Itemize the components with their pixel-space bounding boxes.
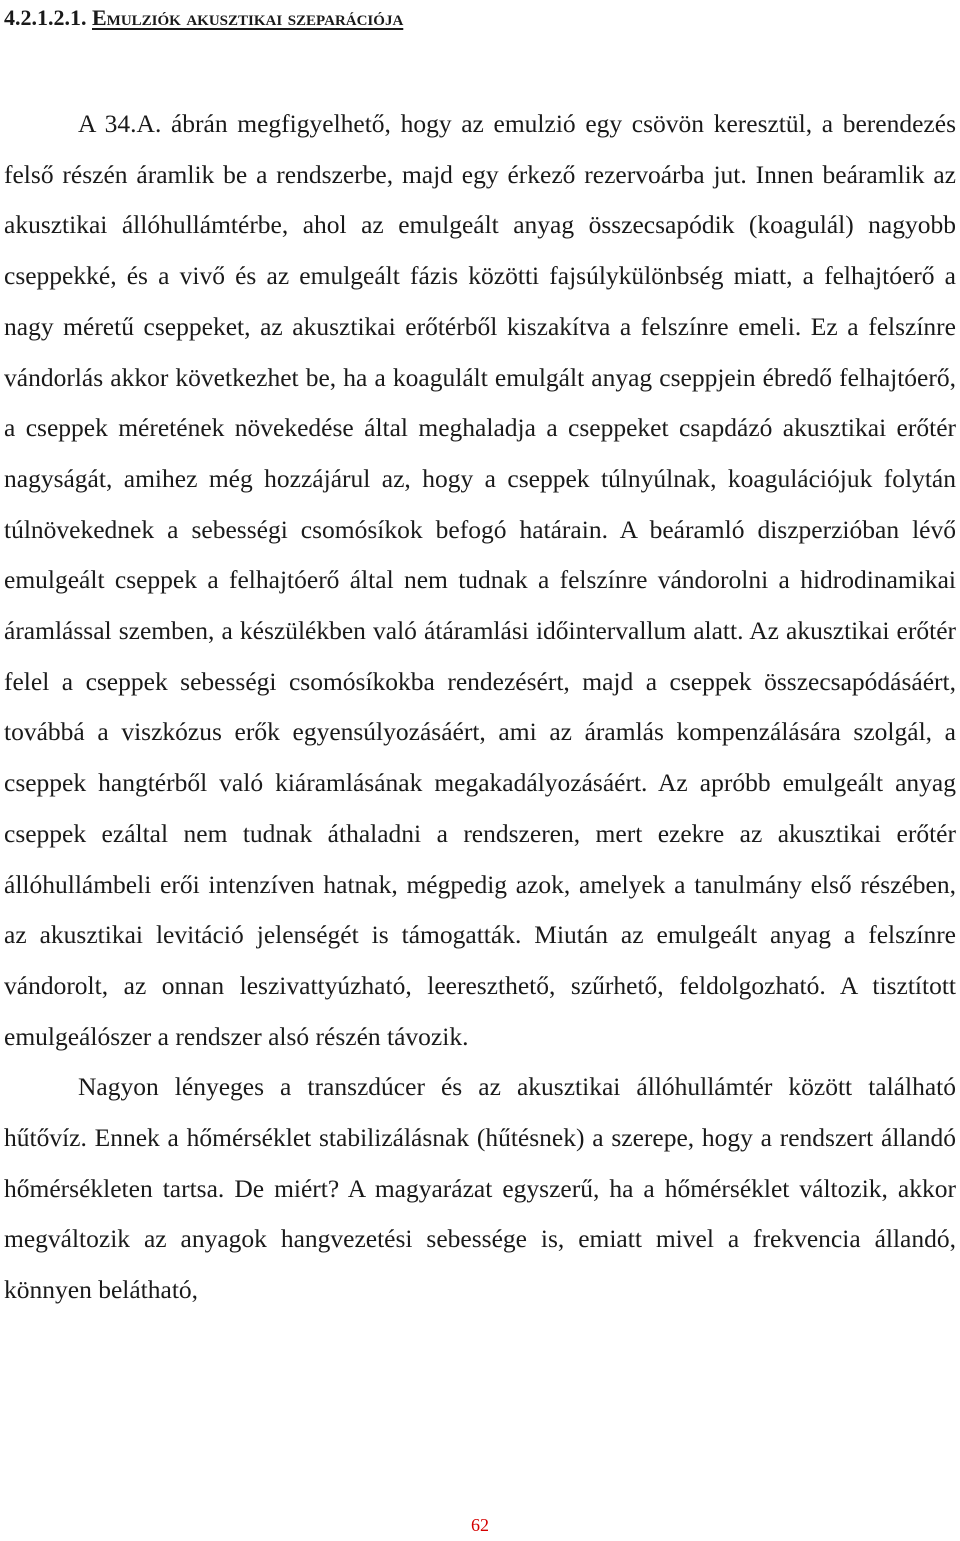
page-number: 62: [471, 1515, 489, 1535]
section-heading: [4, 0, 956, 36]
section-title: Emulziók akusztikai szeparációja: [92, 5, 404, 30]
body-paragraph: Nagyon lényeges a transzdúcer és az akusztikai állóhullámtér között található hűtővíz. Ennek a hőmérséklet stabilizálásnak (hűtésnek) a szerepe, hogy a rendszert állandó hőmérsékleten tartsa. De miért? A magyarázat egyszerű, ha a hőmérséklet változik, akkor megváltozik az anyagok hangvezetési sebessége is, emiatt mivel a frekvencia állandó, könnyen belátható,: [4, 1072, 956, 1305]
section-number: 4.2.1.2.1.: [4, 5, 87, 30]
body-paragraph: A 34.A. ábrán megfigyelhető, hogy az emulzió egy csövön keresztül, a berendezés felső részén áramlik be a rendszerbe, majd egy érkező rezervoárba jut. Innen beáramlik az akusztikai állóhullámtérbe, ahol az emulgeált anyag összecsapódik (koagulál) nagyobb cseppekké, és a vivő és az emulgeált fázis közötti fajsúlykülönbség miatt, a felhajtóerő a nagy méretű cseppeket, az akusztikai erőtérből kiszakítva a felszínre emeli. Ez a felszínre vándorlás akkor következhet be, ha a koagulált emulgált anyag cseppjein ébredő felhajtóerő, a cseppek méretének növekedése által meghaladja a cseppeket csapdázó akusztikai erőtér nagyságát, amihez még hozzájárul az, hogy a cseppek túlnyúlnak, koagulációjuk folytán túlnövekednek a sebességi csomósíkok befogó határain. A beáramló diszperzióban lévő emulgeált cseppek a felhajtóerő által nem tudnak a felszínre vándorolni a hidrodinamikai áramlással szemben, a készülékben való átáramlási időintervallum alatt. Az akusztikai erőtér felel a cseppek sebességi csomósíkokba rendezésért, majd a cseppek összecsapódásáért, továbbá a viszkózus erők egyensúlyozásáért, ami az áramlás kompenzálására szolgál, a cseppek hangtérből való kiáramlásának megakadályozásáért. Az apróbb emulgeált anyag cseppek ezáltal nem tudnak áthaladni a rendszeren, mert ezekre az akusztikai erőtér állóhullámbeli erői intenzíven hatnak, mégpedig azok, amelyek a tanulmány első részében, az akusztikai levitáció jelenségét is támogatták. Miután az emulgeált anyag a felszínre vándorolt, az onnan leszivattyúzható, leereszthető, szűrhető, feldolgozható. A tisztított emulgeálószer a rendszer alsó részén távozik.: [4, 109, 956, 1051]
document-page: [4, 0, 956, 1316]
